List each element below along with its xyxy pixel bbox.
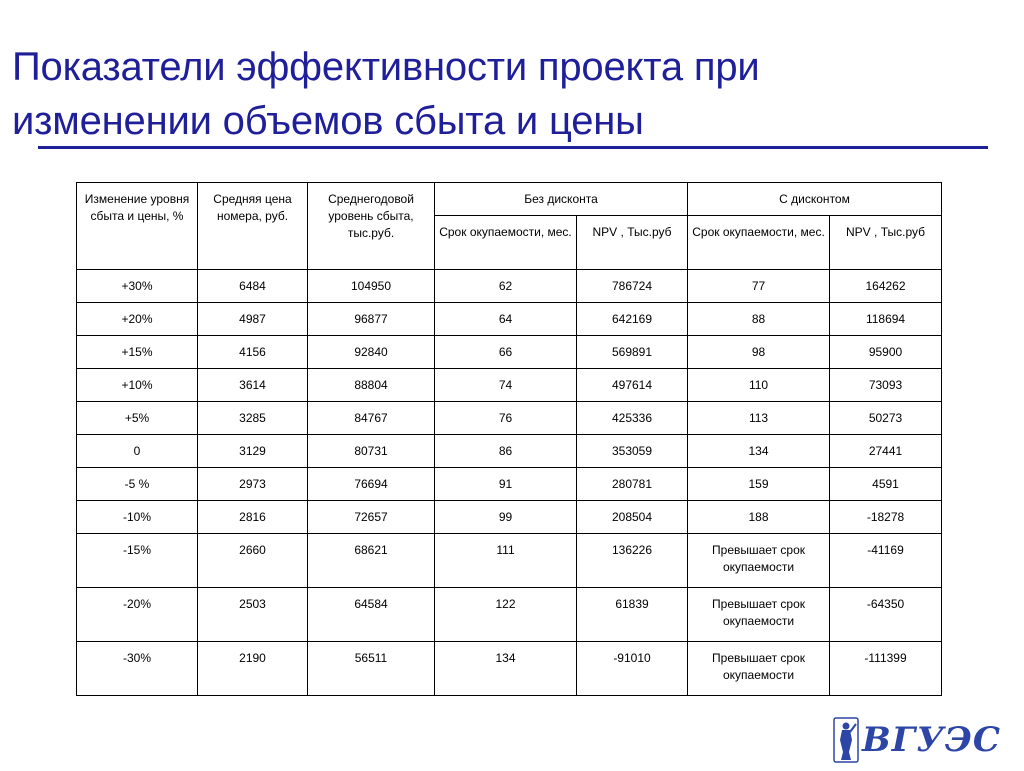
- header-with-discount: С дисконтом: [688, 183, 942, 216]
- table-cell: -5 %: [77, 468, 198, 501]
- table-cell: 122: [435, 588, 577, 642]
- table-row: [77, 501, 942, 534]
- header-payback-discount: Срок окупаемости, мес.: [688, 216, 830, 270]
- logo-text: ВГУЭС: [862, 720, 1001, 760]
- header-annual-sales: Среднегодовой уровень сбыта, тыс.руб.: [308, 183, 435, 270]
- table-cell: 80731: [308, 435, 435, 468]
- table-cell: 6484: [198, 270, 308, 303]
- table-row: [77, 588, 942, 642]
- table-cell: -10%: [77, 501, 198, 534]
- table-cell: 104950: [308, 270, 435, 303]
- table-cell: 134: [688, 435, 830, 468]
- table-cell: 4156: [198, 336, 308, 369]
- table-cell: 27441: [830, 435, 942, 468]
- performance-table: [76, 182, 942, 696]
- table-cell: 76694: [308, 468, 435, 501]
- table-cell: +10%: [77, 369, 198, 402]
- table-cell: 76: [435, 402, 577, 435]
- table-cell: 86: [435, 435, 577, 468]
- table-cell: -41169: [830, 534, 942, 588]
- table-row: [77, 369, 942, 402]
- slide-title-line2: изменении объемов сбыта и цены: [12, 99, 644, 143]
- table-cell: -111399: [830, 642, 942, 696]
- title-underline: [38, 146, 988, 149]
- table-cell: 3129: [198, 435, 308, 468]
- header-change: Изменение уровня сбыта и цены, %: [77, 183, 198, 270]
- table-cell: 2660: [198, 534, 308, 588]
- table-cell: Превышает срок окупаемости: [688, 588, 830, 642]
- table-cell: 77: [688, 270, 830, 303]
- table-row: [77, 336, 942, 369]
- table-cell: 92840: [308, 336, 435, 369]
- table-cell: 88804: [308, 369, 435, 402]
- table-cell: +5%: [77, 402, 198, 435]
- table-cell: 280781: [577, 468, 688, 501]
- table-cell: 61839: [577, 588, 688, 642]
- table-cell: 72657: [308, 501, 435, 534]
- table-cell: 425336: [577, 402, 688, 435]
- table-cell: 208504: [577, 501, 688, 534]
- header-npv-discount: NPV , Тыс.руб: [830, 216, 942, 270]
- table-cell: -30%: [77, 642, 198, 696]
- table-cell: 110: [688, 369, 830, 402]
- table-cell: 2973: [198, 468, 308, 501]
- table-cell: Превышает срок окупаемости: [688, 534, 830, 588]
- table-cell: 2190: [198, 642, 308, 696]
- table-cell: 84767: [308, 402, 435, 435]
- university-logo: [832, 716, 1001, 766]
- table-cell: +30%: [77, 270, 198, 303]
- table-cell: 4987: [198, 303, 308, 336]
- table-cell: 134: [435, 642, 577, 696]
- table-cell: 64: [435, 303, 577, 336]
- table-row: [77, 270, 942, 303]
- table-cell: 113: [688, 402, 830, 435]
- table-cell: Превышает срок окупаемости: [688, 642, 830, 696]
- table-cell: 68621: [308, 534, 435, 588]
- table-cell: -18278: [830, 501, 942, 534]
- table-cell: 159: [688, 468, 830, 501]
- table-cell: +15%: [77, 336, 198, 369]
- table-cell: 642169: [577, 303, 688, 336]
- header-no-discount: Без дисконта: [435, 183, 688, 216]
- table-row: [77, 534, 942, 588]
- table-cell: 66: [435, 336, 577, 369]
- header-npv: NPV , Тыс.руб: [577, 216, 688, 270]
- table-cell: -64350: [830, 588, 942, 642]
- table-cell: 0: [77, 435, 198, 468]
- table-cell: 188: [688, 501, 830, 534]
- table-cell: 88: [688, 303, 830, 336]
- table-row: [77, 435, 942, 468]
- slide-title-line1: Показатели эффективности проекта при: [12, 45, 760, 89]
- table-row: [77, 303, 942, 336]
- table-cell: 62: [435, 270, 577, 303]
- statue-emblem-icon: [832, 716, 862, 766]
- table-cell: 118694: [830, 303, 942, 336]
- table-cell: 73093: [830, 369, 942, 402]
- table-cell: 91: [435, 468, 577, 501]
- table-cell: 74: [435, 369, 577, 402]
- header-payback: Срок окупаемости, мес.: [435, 216, 577, 270]
- table-cell: 497614: [577, 369, 688, 402]
- table-cell: -91010: [577, 642, 688, 696]
- table-cell: 164262: [830, 270, 942, 303]
- table-cell: -20%: [77, 588, 198, 642]
- table-cell: 50273: [830, 402, 942, 435]
- table-cell: 786724: [577, 270, 688, 303]
- table-cell: 4591: [830, 468, 942, 501]
- table-cell: 98: [688, 336, 830, 369]
- table-cell: 111: [435, 534, 577, 588]
- table-cell: 96877: [308, 303, 435, 336]
- table-cell: 3614: [198, 369, 308, 402]
- table-cell: 2816: [198, 501, 308, 534]
- table-cell: 569891: [577, 336, 688, 369]
- slide-title: [12, 40, 1002, 148]
- table-cell: -15%: [77, 534, 198, 588]
- table-cell: 2503: [198, 588, 308, 642]
- table-cell: 56511: [308, 642, 435, 696]
- table-cell: 95900: [830, 336, 942, 369]
- table-cell: 3285: [198, 402, 308, 435]
- table-cell: 99: [435, 501, 577, 534]
- table-cell: 136226: [577, 534, 688, 588]
- table-cell: +20%: [77, 303, 198, 336]
- table-cell: 353059: [577, 435, 688, 468]
- table-row: [77, 468, 942, 501]
- header-row-1: [77, 183, 942, 216]
- header-avg-price: Средняя цена номера, руб.: [198, 183, 308, 270]
- table-row: [77, 642, 942, 696]
- table-row: [77, 402, 942, 435]
- table-cell: 64584: [308, 588, 435, 642]
